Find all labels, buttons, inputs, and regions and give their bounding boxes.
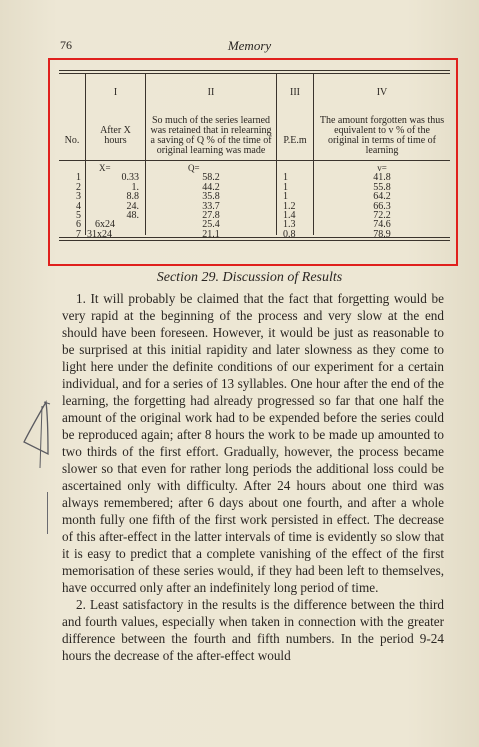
row-number: 1 [76, 172, 81, 184]
column-header-savings: II So much of the series learned was retained that in relearning a saving of Q % of the time of original learning was made [150, 87, 272, 156]
column-header-no: No. [64, 135, 80, 146]
hours-value: 8.8 [126, 191, 139, 203]
row-number: 3 [76, 191, 81, 203]
hours-value: 24. [126, 200, 139, 212]
forgotten-value: 55.8 [373, 181, 391, 193]
margin-pencil-line [46, 492, 49, 534]
forgotten-value: 74.6 [373, 219, 391, 231]
symbol-q: Q= [188, 163, 200, 173]
row-number: 4 [76, 200, 81, 212]
savings-value: 44.2 [202, 181, 220, 193]
highlight-box [48, 58, 458, 266]
running-title: Memory [227, 38, 272, 53]
pe-value: 1.2 [283, 200, 296, 212]
pe-value: 1 [283, 172, 288, 184]
hours-value: 6x24 [95, 219, 115, 231]
savings-value: 33.7 [202, 200, 220, 212]
symbol-v: v= [377, 163, 387, 173]
savings-value: 27.8 [202, 209, 220, 221]
symbol-x: X= [99, 163, 111, 173]
pe-value: 0.8 [283, 228, 296, 240]
hours-value: 0.33 [121, 172, 139, 184]
hours-value: 31x24 [87, 228, 112, 240]
forgotten-value: 64.2 [373, 191, 391, 203]
column-header-probable-error: III P.E.m [283, 87, 307, 146]
hours-value: 1. [131, 181, 139, 193]
pe-value: 1.4 [283, 209, 296, 221]
forgotten-value: 66.3 [373, 200, 391, 212]
savings-value: 21.1 [202, 228, 220, 240]
forgotten-value: 41.8 [373, 172, 391, 184]
running-header [60, 38, 439, 56]
row-number: 5 [76, 209, 81, 221]
forgotten-value: 78.9 [373, 228, 391, 240]
section-title: Section 29. Discussion of Results [156, 270, 343, 285]
column-header-hours: I After X hours [100, 87, 131, 146]
savings-value: 25.4 [202, 219, 220, 231]
forgotten-value: 72.2 [373, 209, 391, 221]
savings-value: 58.2 [202, 172, 220, 184]
row-number: 2 [76, 181, 81, 193]
page-number: 76 [60, 38, 72, 52]
hours-value: 48. [126, 209, 139, 221]
savings-value: 35.8 [202, 191, 220, 203]
pe-value: 1 [283, 191, 288, 203]
paragraph: 2. Least satisfactory in the results is the difference between the third and fourth values, especially when taken in connection with the greater difference between the fourth and fifth numbers. In the period 9-24 hours the decrease of the after-effect would [62, 597, 444, 663]
paragraph: 1. It will probably be claimed that the fact that forgetting would be very rapid at the beginning of the process and very slow at the end should have been foreseen. However, it would be just as reasonable to be surprised at this initial rapidity and later slowness as they come to light here under the definite conditions of our experiment for a certain individual, and for a series of 13 syllables. One hour after the end of the learning, the forgetting had already progressed so far that one half the amount of the original work had to be expended before the series could be reproduced again; after 8 hours the work to be made up amounted to two thirds of the first effort. Gradually, however, the process became slower so that even for rather long periods the additional loss could be ascertained only with difficulty. After 24 hours about one third was always remembered; after 6 days about one fourth, and after a whole month fully one fifth of the first work persisted in effect. The decrease of this after-effect in the latter intervals of time is evidently so slow that it is easy to predict that a complete vanishing of the effect of the first memorisation of these series would, if they had been left to themselves, have occurred only after an indefinitely long period of time. [62, 291, 444, 595]
handwritten-triangle-mark [18, 398, 58, 473]
pe-value: 1 [283, 181, 288, 193]
pe-value: 1.3 [283, 219, 296, 231]
row-number: 7 [76, 228, 81, 240]
row-number: 6 [76, 219, 81, 231]
column-header-forgotten: IV The amount forgotten was thus equivalent to v % of the original in terms of time of learning [319, 87, 445, 156]
body-text [62, 290, 444, 664]
